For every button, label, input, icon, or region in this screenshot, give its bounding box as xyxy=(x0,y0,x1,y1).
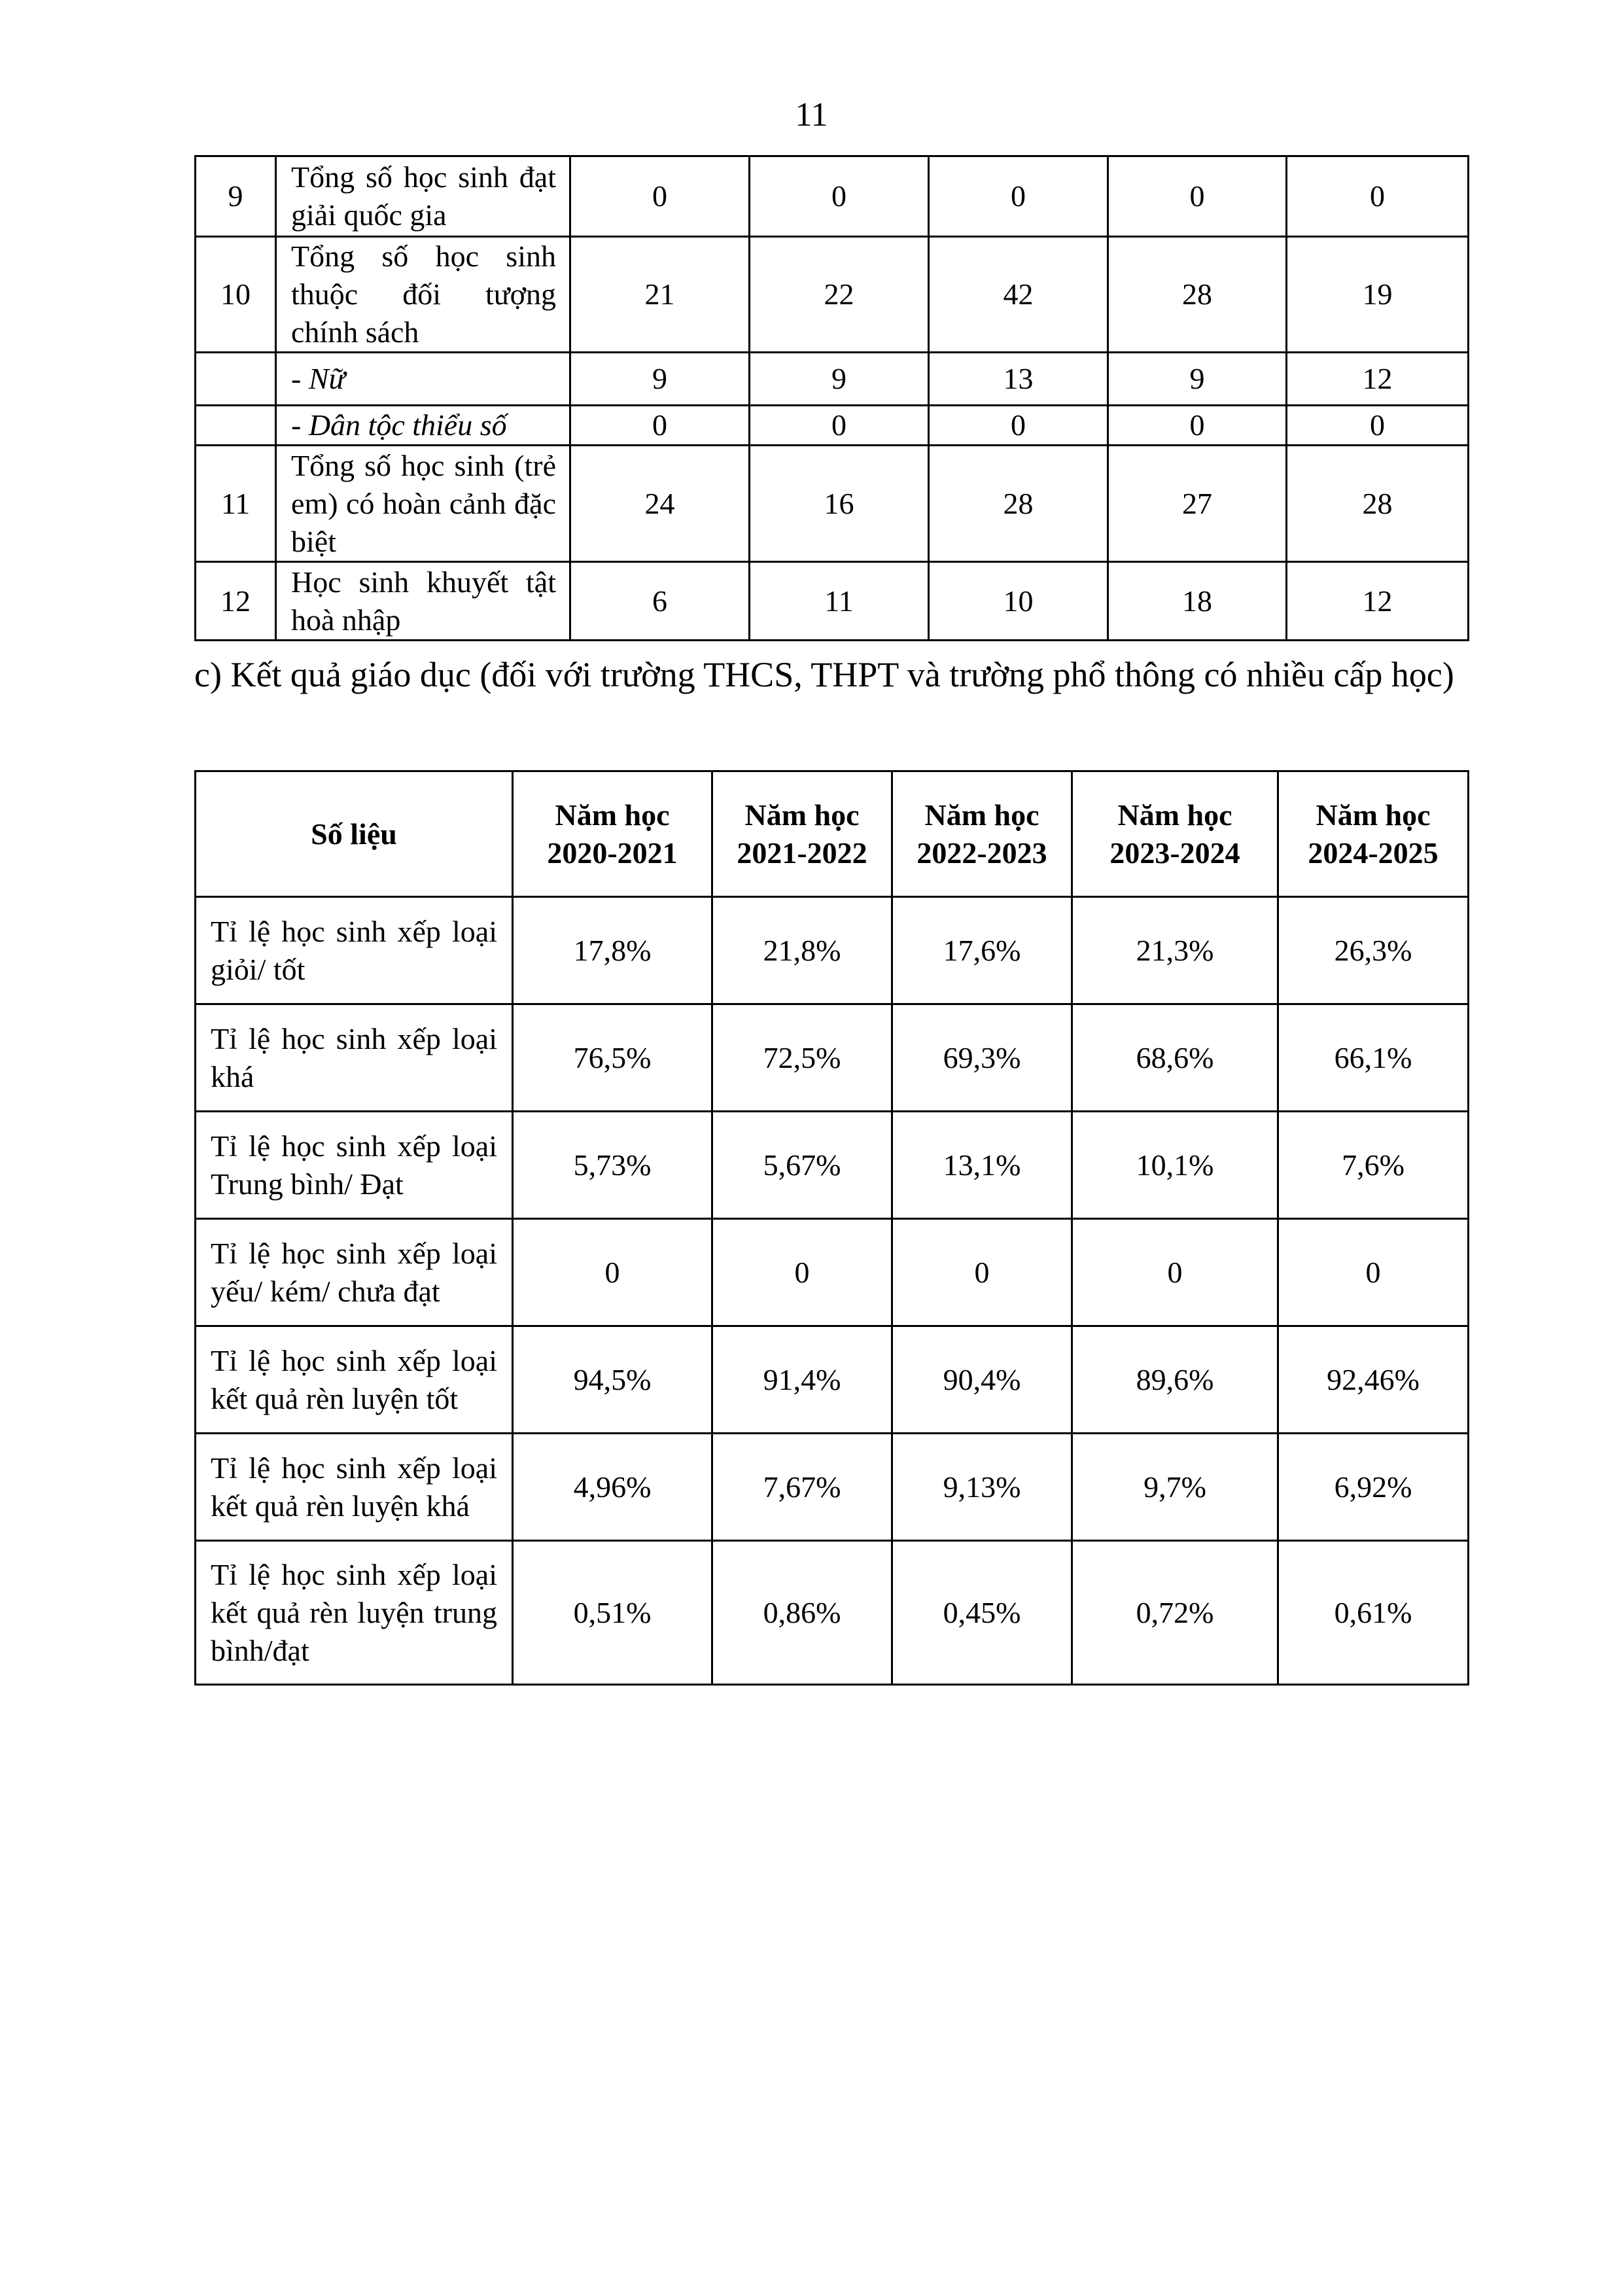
cell-value: 68,6% xyxy=(1072,1004,1278,1112)
cell-value: 13 xyxy=(929,353,1108,406)
row-label: Tỉ lệ học sinh xếp loại yếu/ kém/ chưa đạt xyxy=(196,1219,513,1326)
column-header-label: Năm học xyxy=(744,798,860,832)
column-header-label: Năm học xyxy=(924,798,1039,832)
cell-value: 0 xyxy=(929,156,1108,237)
cell-value: 21,3% xyxy=(1072,897,1278,1004)
column-header xyxy=(712,771,892,897)
cell-value: 0,86% xyxy=(712,1541,892,1685)
table-row xyxy=(196,446,1469,562)
cell-value: 9,13% xyxy=(892,1434,1072,1541)
cell-value: 9,7% xyxy=(1072,1434,1278,1541)
cell-value: 91,4% xyxy=(712,1326,892,1434)
column-header xyxy=(513,771,712,897)
cell-value: 0 xyxy=(1287,406,1469,446)
cell-value: 92,46% xyxy=(1278,1326,1469,1434)
cell-value: 0 xyxy=(513,1219,712,1326)
row-label: Tổng số học sinh đạt giải quốc gia xyxy=(276,156,570,237)
cell-value: 0 xyxy=(750,156,929,237)
row-label: Tỉ lệ học sinh xếp loại kết quả rèn luyện trung bình/đạt xyxy=(196,1541,513,1685)
cell-value: 17,6% xyxy=(892,897,1072,1004)
column-header-label: Năm học xyxy=(1117,798,1232,832)
cell-value: 28 xyxy=(1287,446,1469,562)
cell-value: 10 xyxy=(929,562,1108,641)
cell-value: 72,5% xyxy=(712,1004,892,1112)
table-row xyxy=(196,562,1469,641)
cell-value: 0,72% xyxy=(1072,1541,1278,1685)
row-label: Tỉ lệ học sinh xếp loại Trung bình/ Đạt xyxy=(196,1112,513,1219)
cell-value: 0 xyxy=(570,156,750,237)
cell-value: 0,61% xyxy=(1278,1541,1469,1685)
column-header xyxy=(1072,771,1278,897)
cell-value: 26,3% xyxy=(1278,897,1469,1004)
column-header xyxy=(1278,771,1469,897)
cell-value: 21,8% xyxy=(712,897,892,1004)
cell-value: 11 xyxy=(750,562,929,641)
cell-value: 7,67% xyxy=(712,1434,892,1541)
cell-value: 90,4% xyxy=(892,1326,1072,1434)
cell-value: 0 xyxy=(929,406,1108,446)
table-row xyxy=(196,1004,1469,1112)
cell-value: 5,73% xyxy=(513,1112,712,1219)
cell-value: 0 xyxy=(750,406,929,446)
page-number: 11 xyxy=(795,96,828,133)
row-number xyxy=(196,406,276,446)
cell-value: 19 xyxy=(1287,237,1469,353)
cell-value: 0 xyxy=(712,1219,892,1326)
table-row xyxy=(196,353,1469,406)
cell-value: 22 xyxy=(750,237,929,353)
cell-value: 0 xyxy=(1108,406,1287,446)
row-label: Học sinh khuyết tật hoà nhập xyxy=(276,562,570,641)
table-header-row xyxy=(196,771,1469,897)
row-number xyxy=(196,353,276,406)
section-heading: c) Kết quả giáo dục (đối với trường THCS, THPT và trường phổ thông có nhiều cấp học) xyxy=(194,655,1454,694)
cell-value: 69,3% xyxy=(892,1004,1072,1112)
cell-value: 28 xyxy=(1108,237,1287,353)
row-number: 11 xyxy=(196,446,276,562)
row-label: - Dân tộc thiểu số xyxy=(276,406,570,446)
cell-value: 6,92% xyxy=(1278,1434,1469,1541)
row-number: 12 xyxy=(196,562,276,641)
column-header-year: 2021-2022 xyxy=(737,836,867,870)
cell-value: 24 xyxy=(570,446,750,562)
cell-value: 0 xyxy=(570,406,750,446)
row-label: Tổng số học sinh (trẻ em) có hoàn cảnh đặc biệt xyxy=(276,446,570,562)
cell-value: 89,6% xyxy=(1072,1326,1278,1434)
cell-value: 42 xyxy=(929,237,1108,353)
table-row xyxy=(196,1326,1469,1434)
row-label: Tổng số học sinh thuộc đối tượng chính sách xyxy=(276,237,570,353)
cell-value: 7,6% xyxy=(1278,1112,1469,1219)
cell-value: 27 xyxy=(1108,446,1287,562)
row-label: Tỉ lệ học sinh xếp loại khá xyxy=(196,1004,513,1112)
column-header-label: Năm học xyxy=(1316,798,1431,832)
cell-value: 17,8% xyxy=(513,897,712,1004)
table-row xyxy=(196,1434,1469,1541)
cell-value: 66,1% xyxy=(1278,1004,1469,1112)
row-label: - Nữ xyxy=(276,353,570,406)
column-header-year: 2023-2024 xyxy=(1109,836,1240,870)
cell-value: 76,5% xyxy=(513,1004,712,1112)
table-row xyxy=(196,897,1469,1004)
table-row xyxy=(196,1541,1469,1685)
cell-value: 13,1% xyxy=(892,1112,1072,1219)
cell-value: 0 xyxy=(892,1219,1072,1326)
cell-value: 9 xyxy=(570,353,750,406)
column-header-year: 2020-2021 xyxy=(547,836,678,870)
cell-value: 0,45% xyxy=(892,1541,1072,1685)
cell-value: 12 xyxy=(1287,562,1469,641)
cell-value: 9 xyxy=(1108,353,1287,406)
column-header xyxy=(196,771,513,897)
cell-value: 94,5% xyxy=(513,1326,712,1434)
cell-value: 28 xyxy=(929,446,1108,562)
cell-value: 9 xyxy=(750,353,929,406)
row-label: Tỉ lệ học sinh xếp loại kết quả rèn luyện tốt xyxy=(196,1326,513,1434)
statistics-table xyxy=(194,155,1469,641)
column-header-label: Năm học xyxy=(555,798,670,832)
table-row xyxy=(196,156,1469,237)
column-header-year: 2022-2023 xyxy=(916,836,1047,870)
row-label: Tỉ lệ học sinh xếp loại giỏi/ tốt xyxy=(196,897,513,1004)
education-results-table xyxy=(194,770,1469,1686)
table-row xyxy=(196,237,1469,353)
row-label: Tỉ lệ học sinh xếp loại kết quả rèn luyện khá xyxy=(196,1434,513,1541)
cell-value: 0,51% xyxy=(513,1541,712,1685)
column-header-label: Số liệu xyxy=(311,817,397,851)
table-row xyxy=(196,1219,1469,1326)
cell-value: 0 xyxy=(1278,1219,1469,1326)
cell-value: 0 xyxy=(1287,156,1469,237)
row-number: 10 xyxy=(196,237,276,353)
cell-value: 0 xyxy=(1072,1219,1278,1326)
table-row xyxy=(196,406,1469,446)
cell-value: 0 xyxy=(1108,156,1287,237)
cell-value: 16 xyxy=(750,446,929,562)
table-row xyxy=(196,1112,1469,1219)
cell-value: 12 xyxy=(1287,353,1469,406)
cell-value: 5,67% xyxy=(712,1112,892,1219)
cell-value: 4,96% xyxy=(513,1434,712,1541)
cell-value: 6 xyxy=(570,562,750,641)
row-number: 9 xyxy=(196,156,276,237)
column-header xyxy=(892,771,1072,897)
column-header-year: 2024-2025 xyxy=(1308,836,1439,870)
cell-value: 18 xyxy=(1108,562,1287,641)
cell-value: 21 xyxy=(570,237,750,353)
cell-value: 10,1% xyxy=(1072,1112,1278,1219)
